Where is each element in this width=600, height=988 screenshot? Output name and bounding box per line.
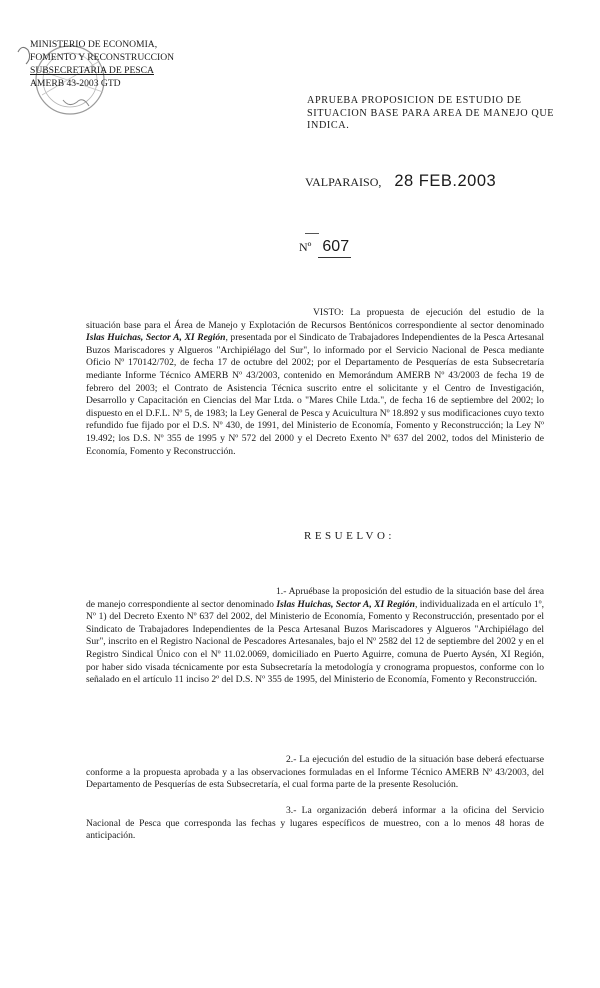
number-dash (305, 233, 319, 234)
paragraph1-text-a: 1.- Apruébase la proposición del estudio de la situación base del área de manejo correspondiente al sector denominado (86, 586, 544, 610)
paragraph1-sector-name: Islas Huichas, Sector A, XI Región (276, 598, 415, 610)
paragraph1-text-b: , individualizada en el artículo 1º, Nº 1) del Decreto Exento Nº 637 del 2002, del Ministerio de Economía, Fomento y Reconstrucción, presentado por el Sindicato de Trabajadores Independientes de la Pesca Artesanal Buzos Mariscadores y Algueros "Archipiélago del Sur", inscrito en el Registro Nacional de Pescadores Artesanales, bajo el Nº 2582 del 12 de septiembre del 2002 y en el Registro Sindical Único con el Nº 11.02.0069, domiciliado en Puerto Aguirre, comuna de Puerto Aysén, XI Región, por haber sido visada técnicamente por esta Subsecretaría la metodología y cronograma propuestos, conforme con lo señalado en el artículo 11 inciso 2º del D.S. Nº 355 de 1995, del Ministerio de Economía, Fomento y Reconstrucción. (86, 598, 545, 686)
resolution-number: 607 (318, 238, 351, 258)
visto-text-b: , presentada por el Sindicato de Trabajadores Independientes de la Pesca Artesanal Buzos Mariscadores y Algueros "Archipiélago del Sur", lo informado por el Servicio Nacional de Pesca mediante Oficio Nº 170142/702, de fecha 17 de octubre del 2002; por el Departamento de Pesquerías de esta Subsecretaría mediante Informe Técnico AMERB Nº 43/2003, contenido en Memorándum AMERB Nº 43/2003 de fecha 19 de febrero del 2003; el Contrato de Asistencia Técnica suscrito entre el solicitante y el Centro de Investigación, Desarrollo y Capacitación en Ciencias del Mar Ltda. o "Mares Chile Ltda.", de fecha 16 de septiembre del 2002; lo dispuesto en el D.F.L. Nº 5, de 1983; la Ley General de Pesca y Acuicultura Nº 18.892 y sus modificaciones cuyo texto refundido fue fijado por el D.S. Nº 430, de 1991, del Ministerio de Economía, Fomento y Reconstrucción; la Ley Nº 19.492; los D.S. Nº 355 de 1995 y Nº 572 del 2000 y el Decreto Exento Nº 637 del 2002, todos del Ministerio de Economía, Fomento y Reconstrucción. (86, 332, 544, 457)
visto-sector-name: Islas Huichas, Sector A, XI Región (86, 332, 226, 344)
date-place: VALPARAISO, (305, 175, 382, 189)
header-ministry: MINISTERIO DE ECONOMIA, (30, 39, 158, 50)
visto-text-a: La propuesta de ejecución del estudio de la situación base para el Área de Manejo y Explotación de Recursos Bentónicos correspondiente al sector denominado (86, 307, 544, 331)
resuelvo-paragraph-3: 3.- La organización deberá informar a la oficina del Servicio Nacional de Pesca que corresponda las fechas y lugares específicos de muestreo, con a lo menos 48 horas de anticipación. (86, 805, 544, 842)
resolution-number-line (299, 238, 351, 258)
resuelvo-paragraph-1 (86, 586, 544, 687)
resuelvo-heading: RESUELVO: (304, 530, 395, 542)
header-subsecretaria: SUBSECRETARIA DE PESCA (30, 65, 154, 76)
resolution-number-prefix: Nº (299, 240, 312, 254)
resuelvo-paragraph-2: 2.- La ejecución del estudio de la situación base deberá efectuarse conforme a la propuesta aprobada y a las observaciones formuladas en el Informe Técnico AMERB Nº 43/2003, del Departamento de Pesquerías de esta Subsecretaría, el cual forma parte de la presente Resolución. (86, 754, 544, 791)
date-stamp: 28 FEB.2003 (394, 172, 497, 190)
header-department: FOMENTO Y RECONSTRUCCION (30, 52, 175, 63)
document-summary: APRUEBA PROPOSICION DE ESTUDIO DE SITUACION BASE PARA AREA DE MANEJO QUE INDICA. (307, 95, 555, 131)
ministry-header (30, 38, 200, 90)
date-line (305, 172, 496, 191)
visto-label: VISTO: (313, 307, 344, 318)
visto-paragraph (86, 307, 544, 458)
header-reference: AMERB 43-2003 GTD (30, 78, 121, 89)
